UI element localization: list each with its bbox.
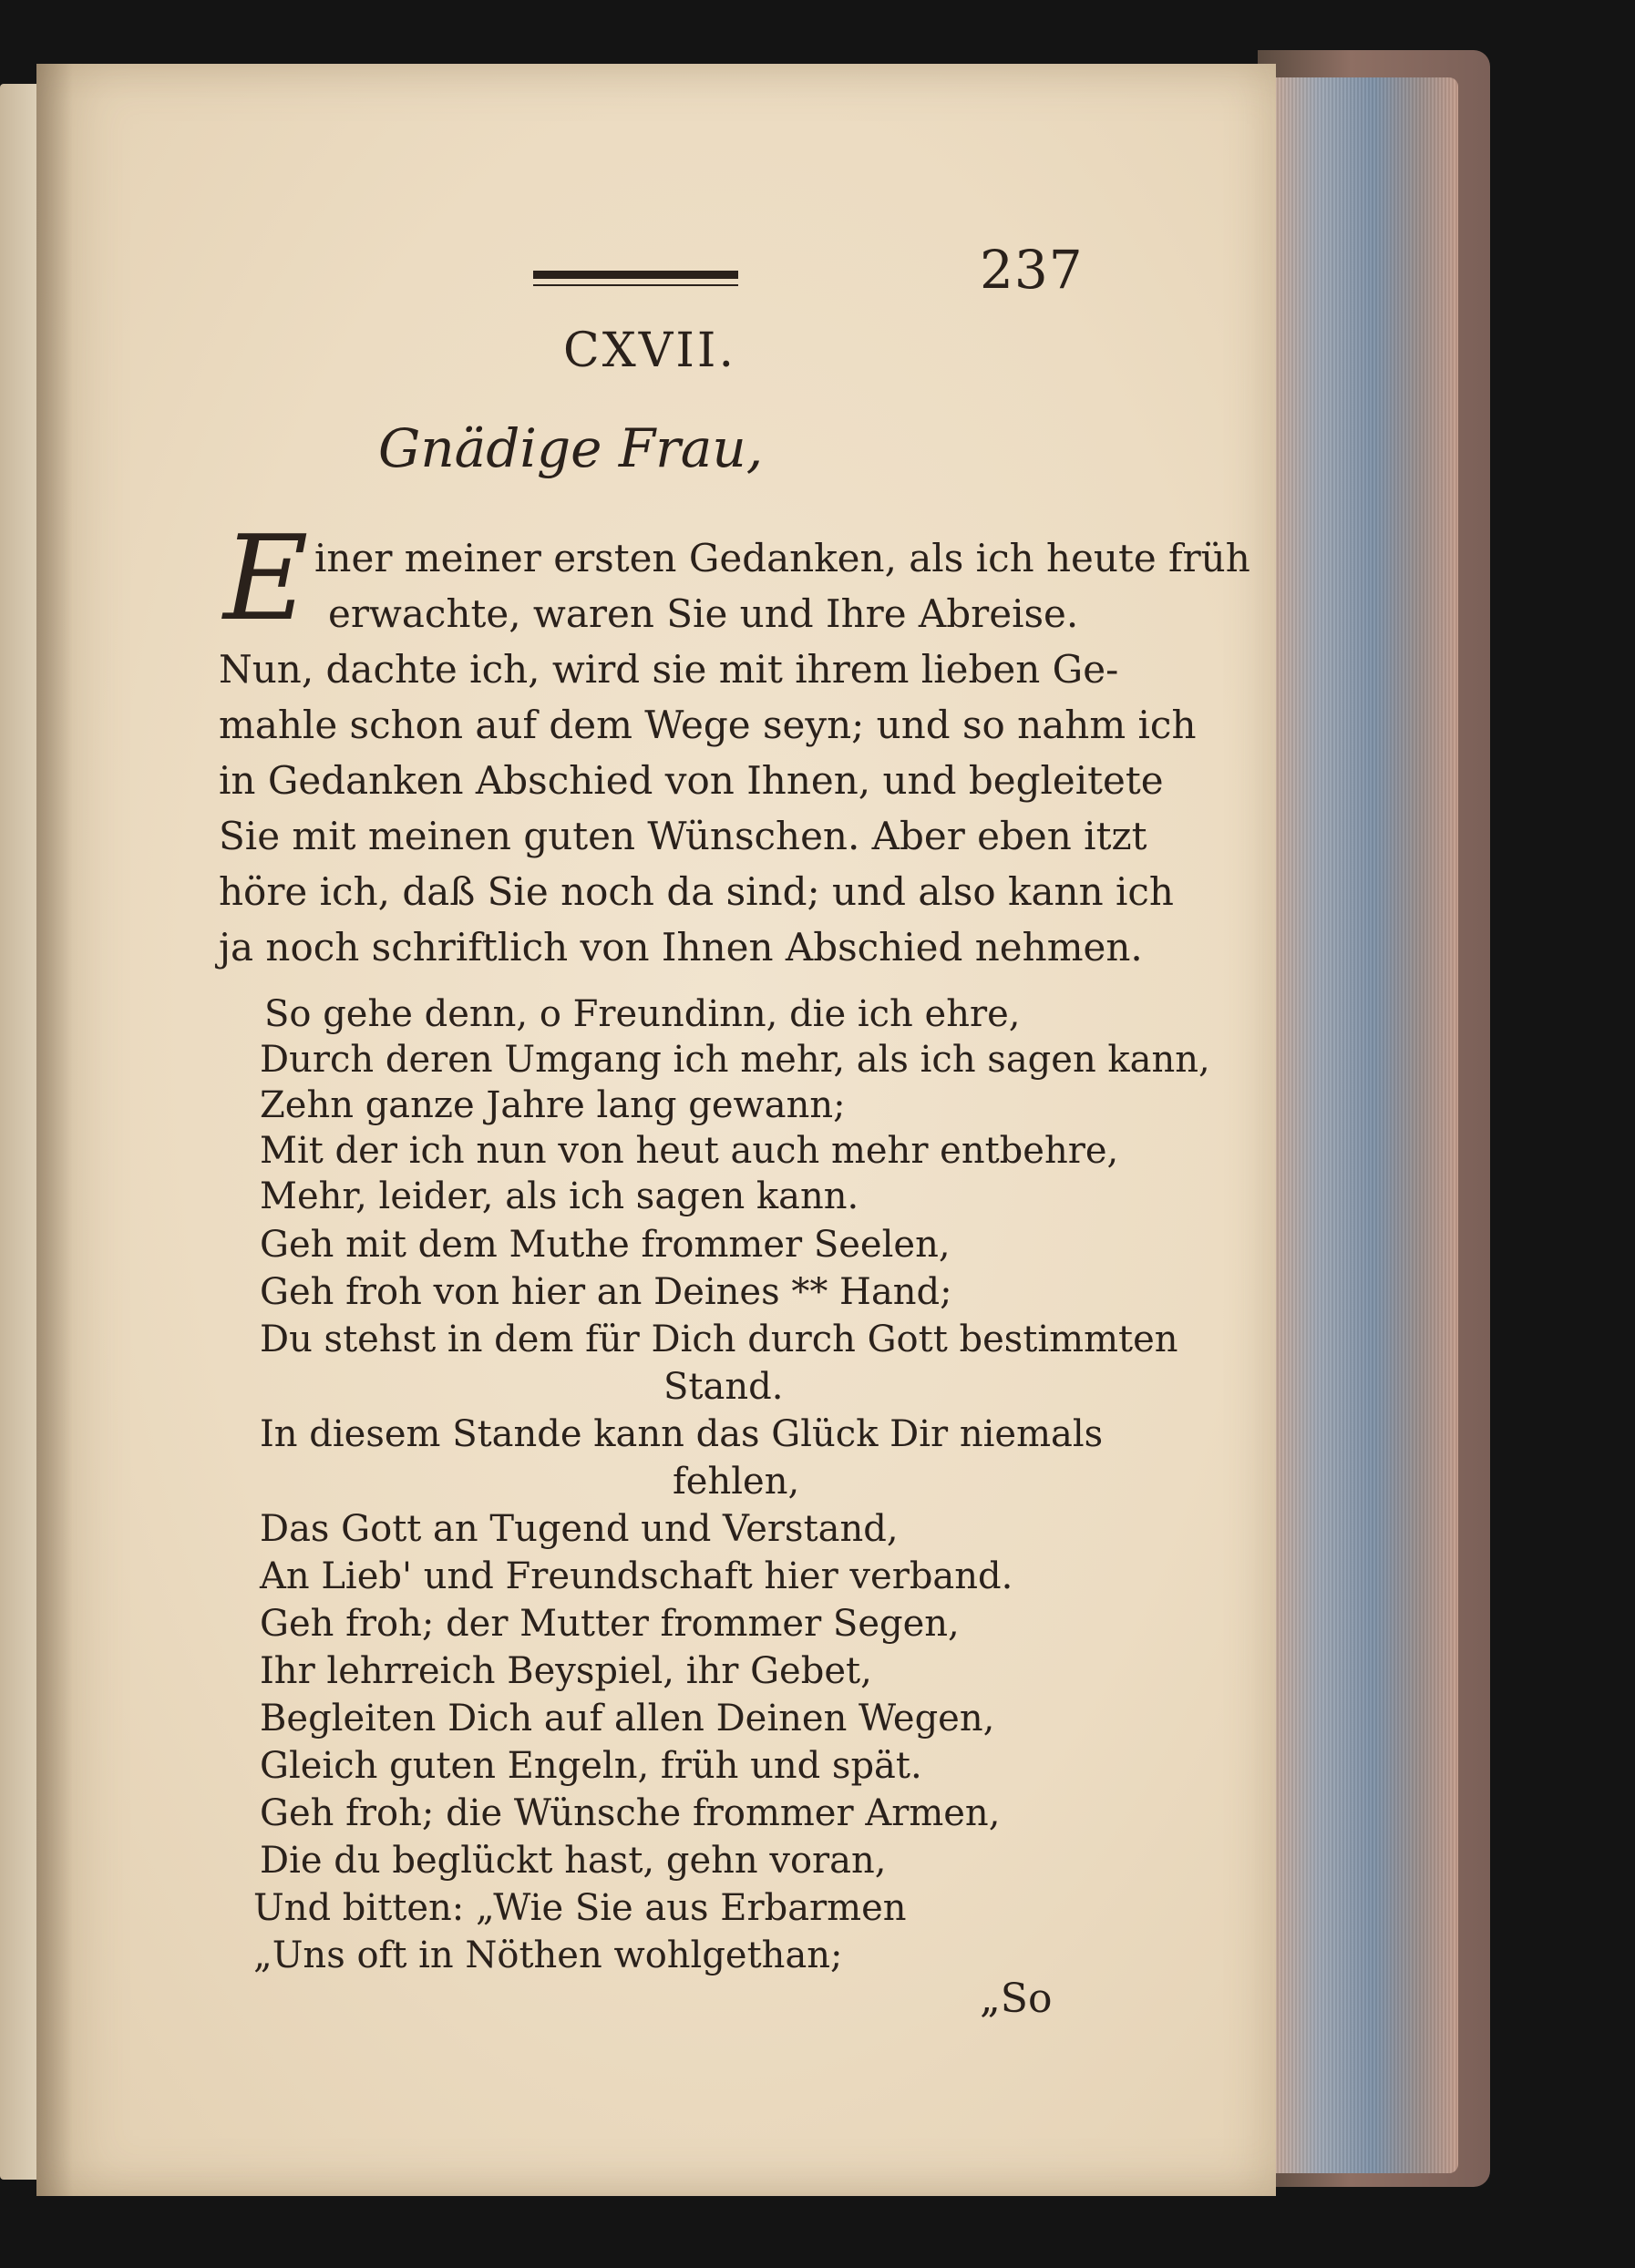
verse-line: In diesem Stande kann das Glück Dir niemals bbox=[260, 1413, 1104, 1455]
verse-line: Du stehst in dem für Dich durch Gott bestimmten bbox=[260, 1319, 1178, 1360]
prose-line: ja noch schriftlich von Ihnen Abschied nehmen. bbox=[219, 925, 1143, 970]
verse-line: „Uns oft in Nöthen wohlgethan; bbox=[253, 1934, 843, 1976]
prose-line: höre ich, daß Sie noch da sind; und also kann ich bbox=[219, 869, 1174, 914]
verse-line: Zehn ganze Jahre lang gewann; bbox=[260, 1084, 846, 1126]
verse-line: fehlen, bbox=[673, 1461, 800, 1503]
prose-line: erwachte, waren Sie und Ihre Abreise. bbox=[328, 591, 1079, 636]
prose-line: iner meiner ersten Gedanken, als ich heute früh bbox=[314, 536, 1250, 580]
verse-line: An Lieb' und Freundschaft hier verband. bbox=[260, 1555, 1013, 1597]
drop-cap: E bbox=[223, 511, 309, 647]
verse-line: Mit der ich nun von heut auch mehr entbehre, bbox=[260, 1130, 1119, 1172]
header-rule-thick bbox=[533, 271, 738, 279]
verse-line: Begleiten Dich auf allen Deinen Wegen, bbox=[260, 1698, 995, 1739]
prose-line: Nun, dachte ich, wird sie mit ihrem lieben Ge- bbox=[219, 647, 1119, 692]
gutter-shadow bbox=[36, 64, 73, 2196]
page-stack-edge bbox=[1271, 77, 1458, 2173]
verse-line: Und bitten: „Wie Sie aus Erbarmen bbox=[253, 1887, 907, 1929]
verse-line: Mehr, leider, als ich sagen kann. bbox=[260, 1175, 859, 1217]
verse-line: Die du beglückt hast, gehn voran, bbox=[260, 1840, 887, 1882]
verse-line: Das Gott an Tugend und Verstand, bbox=[260, 1508, 899, 1550]
verse-line: Geh mit dem Muthe frommer Seelen, bbox=[260, 1224, 951, 1266]
verse-line: Durch deren Umgang ich mehr, als ich sagen kann, bbox=[260, 1039, 1210, 1081]
verse-line: So gehe denn, o Freundinn, die ich ehre, bbox=[264, 993, 1021, 1035]
verse-line: Stand. bbox=[663, 1366, 784, 1408]
verse-line: Geh froh von hier an Deines ** Hand; bbox=[260, 1271, 952, 1313]
prose-line: Sie mit meinen guten Wünschen. Aber eben itzt bbox=[219, 814, 1147, 858]
verse-line: Geh froh; die Wünsche frommer Armen, bbox=[260, 1792, 1001, 1834]
prose-line: in Gedanken Abschied von Ihnen, und begleitete bbox=[219, 758, 1164, 803]
verse-line: Ihr lehrreich Beyspiel, ihr Gebet, bbox=[260, 1650, 872, 1692]
verse-line: Geh froh; der Mutter frommer Segen, bbox=[260, 1603, 960, 1645]
chapter-heading: CXVII. bbox=[563, 323, 736, 378]
verse-line: Gleich guten Engeln, früh und spät. bbox=[260, 1745, 922, 1787]
page-number: 237 bbox=[980, 239, 1084, 301]
prose-line: mahle schon auf dem Wege seyn; und so nahm ich bbox=[219, 703, 1197, 747]
catchword: „So bbox=[980, 1976, 1053, 2022]
salutation: Gnädige Frau, bbox=[378, 417, 764, 479]
header-rule-thin bbox=[533, 284, 738, 286]
